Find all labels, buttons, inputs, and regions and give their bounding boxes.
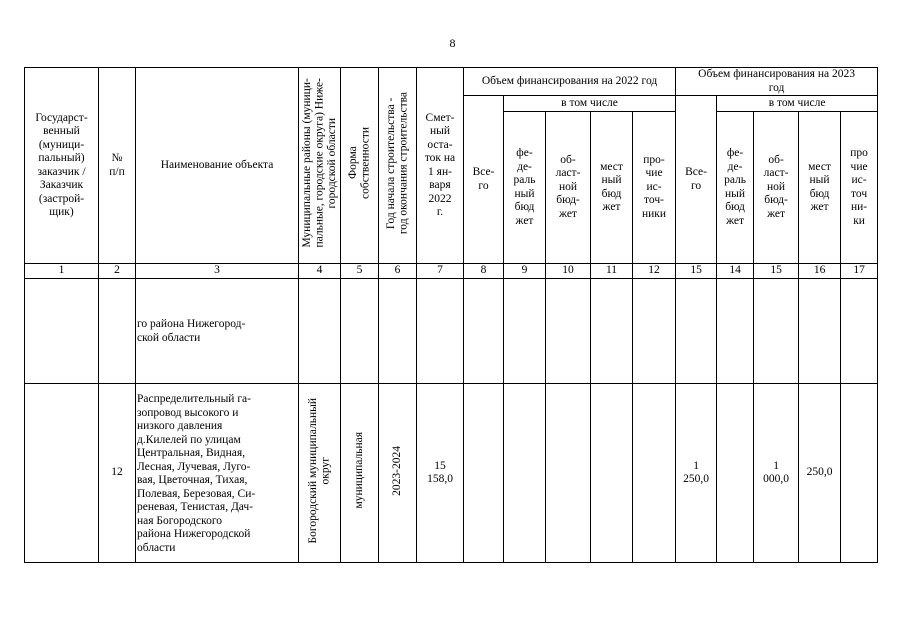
column-number: 9 [504,264,546,279]
cell-federal-2022 [504,384,546,563]
cell-regional-2022 [546,384,591,563]
header-federal-2023: фе- де- раль ный бюд жет [717,112,754,264]
cell-district: Богородский муниципальный округ [307,398,332,544]
header-other-2022: про- чие ис- точ- ники [633,112,676,264]
cell-local-2022 [591,279,633,384]
column-number: 14 [717,264,754,279]
cell-num [99,279,136,384]
cell-other-2022 [633,384,676,563]
cell-customer [25,384,99,563]
header-regional-2022: об- ласт- ной бюд- жет [546,112,591,264]
header-local-2022: мест ный бюд жет [591,112,633,264]
column-number: 6 [379,264,417,279]
cell-federal-2023 [717,279,754,384]
column-number: 15 [754,264,799,279]
cell-other-2022 [633,279,676,384]
column-number: 5 [341,264,379,279]
cell-other-2023 [841,279,878,384]
cell-regional-2022 [546,279,591,384]
column-number: 3 [136,264,299,279]
header-object-name: Наименование объекта [136,68,299,264]
cell-federal-2023 [717,384,754,563]
header-num: № п/п [99,68,136,264]
column-number-row [25,264,878,279]
header-federal-2022: фе- де- раль ный бюд жет [504,112,546,264]
header-total-2023: Все- го [676,96,717,264]
column-number: 2 [99,264,136,279]
cell-object-name: Распределительный га- зопровод высокого и низкого давления д.Килелей по улицам Центральная, Видная, Лесная, Лучевая, Луго- вая, Цветочная, Тихая, Полевая, Березовая, Си- реневая, Тенистая, Дач- ная Богородского района Нижегородской области [136,384,299,563]
cell-local-2023 [799,279,841,384]
financing-table [24,67,878,563]
column-number: 17 [841,264,878,279]
cell-ownership [341,279,379,384]
cell-regional-2023 [754,279,799,384]
cell-object-name: го района Нижегород- ской области [136,279,299,384]
header-local-2023: мест ный бюд жет [799,112,841,264]
table-row [25,279,878,384]
header-regional-2023: об- ласт- ной бюд- жет [754,112,799,264]
column-number: 11 [591,264,633,279]
column-number: 1 [25,264,99,279]
cell-other-2023 [841,384,878,563]
cell-district [299,279,341,384]
cell-local-2023: 250,0 [799,384,841,563]
cell-total-2023 [676,279,717,384]
column-number: 4 [299,264,341,279]
header-districts-cell [299,68,341,264]
header-total-2022: Все- го [464,96,504,264]
cell-years: 2023-2024 [391,445,404,496]
header-other-2023: про чие ис- точ ни- ки [841,112,878,264]
header-estimate: Смет- ный оста- ток на 1 ян- варя 2022 г. [417,68,464,264]
cell-years-wrap [379,384,417,563]
header-row-top [25,68,878,96]
cell-regional-2023: 1 000,0 [754,384,799,563]
column-number: 16 [799,264,841,279]
header-years-cell [379,68,417,264]
column-number: 12 [633,264,676,279]
cell-estimate [417,279,464,384]
header-districts: Муниципальные районы (муници- пальные, городские округа) Ниже- городской области [300,78,338,248]
cell-local-2022 [591,384,633,563]
cell-estimate: 15 158,0 [417,384,464,563]
table-row [25,384,878,563]
column-number: 10 [546,264,591,279]
header-fin-2023: Объем финансирования на 2023 год [676,68,878,96]
header-fin-2022: Объем финансирования на 2022 год [464,68,676,96]
header-ownership: Форма собственности [347,127,372,200]
cell-ownership: муниципальная [353,432,366,510]
column-number: 8 [464,264,504,279]
cell-total-2022 [464,384,504,563]
header-customer: Государст- венный (муници- пальный) заказчик / Заказчик (застрой- щик) [25,68,99,264]
page-number: 8 [449,36,456,50]
cell-total-2023: 1 250,0 [676,384,717,563]
header-including-2022: в том числе [504,96,676,112]
cell-num: 12 [99,384,136,563]
header-years: Год начала строительства - год окончания строительства [385,92,410,235]
cell-total-2022 [464,279,504,384]
column-number: 15 [676,264,717,279]
header-including-2023: в том числе [717,96,878,112]
cell-district-wrap [299,384,341,563]
cell-ownership-wrap [341,384,379,563]
header-ownership-cell [341,68,379,264]
column-number: 7 [417,264,464,279]
cell-customer [25,279,99,384]
cell-years [379,279,417,384]
cell-federal-2022 [504,279,546,384]
